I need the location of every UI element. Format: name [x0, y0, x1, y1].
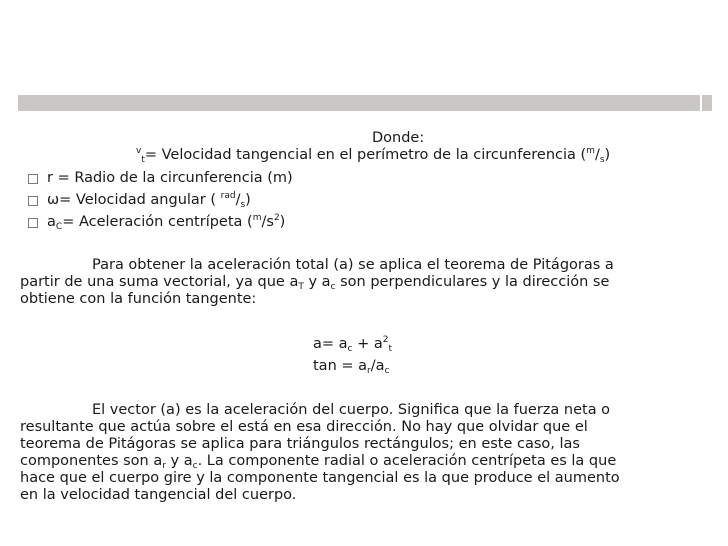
vt-text: = Velocidad tangencial en el perímetro de la circunferencia (	[144, 147, 587, 163]
vt-unit-slash: /	[594, 147, 600, 163]
para2-line5: hace que el cuerpo gire y la componente tangencial es la que produce el aumento	[20, 470, 620, 486]
omega-close: )	[245, 192, 251, 208]
ac-unit-pow: 2	[273, 213, 280, 223]
paragraph-total-acceleration	[20, 257, 700, 308]
formula-tangent: $\tan = a_r/a_c$	[313, 358, 390, 376]
omega-text: ω= Velocidad angular (	[47, 192, 221, 208]
ac-subscript: C	[55, 222, 63, 232]
vt-symbol: v	[136, 146, 142, 156]
omega-unit-sub: s	[240, 200, 246, 210]
ac-definition	[47, 214, 285, 231]
donde-label: Donde:	[372, 130, 425, 146]
para2-line4: componentes son $a_r$ y $a_c$. La componente radial o aceleración centrípeta es la que	[20, 453, 617, 471]
para2-line6: en la velocidad tangencial del cuerpo.	[20, 487, 297, 503]
bullet-square-icon	[28, 174, 38, 184]
omega-unit-slash: /	[235, 192, 241, 208]
ac-symbol: a	[47, 214, 56, 230]
title-divider-bar	[18, 95, 700, 111]
para2-line1: El vector (a) es la aceleración del cuerpo. Significa que la fuerza neta o	[92, 402, 611, 418]
title-divider-square	[700, 95, 712, 111]
vt-close: )	[604, 147, 611, 163]
bullet-square-icon	[28, 196, 38, 206]
vt-definition	[136, 147, 610, 164]
para1-line1: Para obtener la aceleración total (a) se aplica el teorema de Pitágoras a	[92, 257, 614, 273]
para1-line2: partir de una suma vectorial, ya que $a_T$ y $a_c$ son perpendiculares y la dirección se	[20, 274, 610, 292]
ac-text: = Aceleración centrípeta (	[62, 214, 253, 230]
paragraph-vector	[20, 402, 700, 504]
para1-line3: obtiene con la función tangente:	[20, 291, 257, 307]
omega-unit-sup: rad	[220, 191, 236, 201]
formula-total-acceleration: $a= a_c + a^2_t$	[313, 335, 393, 354]
para2-line2: resultante que actúa sobre el está en esa dirección. No hay que olvidar que el	[20, 419, 588, 435]
vt-unit-sup: m	[586, 146, 595, 156]
vt-unit-sub: s	[599, 155, 605, 165]
para2-line3: teorema de Pitágoras se aplica para triángulos rectángulos; en este caso, las	[20, 436, 580, 452]
radius-definition: r = Radio de la circunferencia (m)	[47, 170, 293, 186]
bullet-square-icon	[28, 218, 38, 228]
ac-unit: /s	[261, 214, 274, 230]
ac-unit-sup: m	[252, 213, 262, 223]
omega-definition	[47, 192, 251, 209]
vt-subscript: t	[141, 155, 145, 165]
ac-close: )	[279, 214, 286, 230]
